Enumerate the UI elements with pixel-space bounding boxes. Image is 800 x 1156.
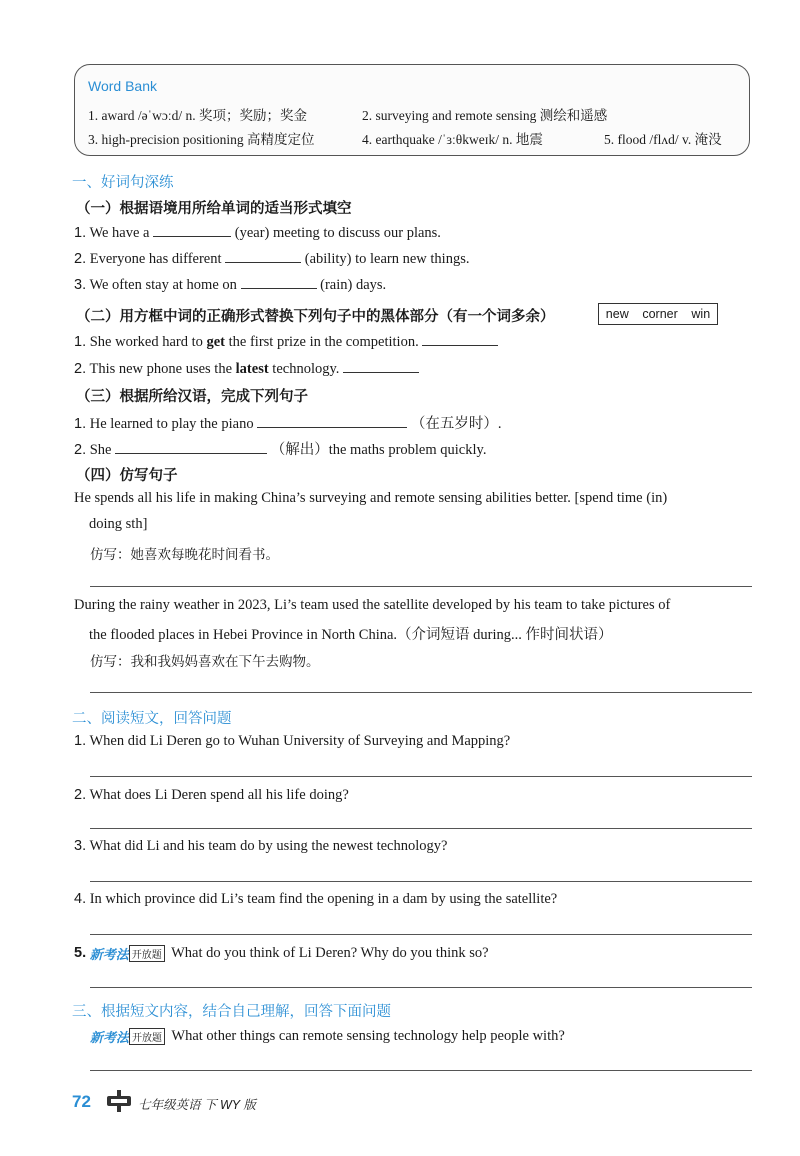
new-method-tag: 新考法 (90, 1031, 130, 1046)
p4-question-2-line-1: During the rainy weather in 2023, Li’s team used the satellite developed by his team to take pictures of (74, 597, 671, 613)
p2-question-1: 1. She worked hard to get the first prize in the competition. (74, 332, 498, 351)
word-bank-item-4: 4. earthquake /ˈɜːθkweɪk/ n. 地震 (362, 132, 543, 147)
answer-blank[interactable] (153, 223, 231, 237)
word-bank-title: Word Bank (88, 78, 157, 94)
open-question-tag: 开放题 (129, 945, 165, 962)
word-bank-item-5: 5. flood /flʌd/ v. 淹没 (604, 132, 722, 147)
s2-question-1: 1. When did Li Deren go to Wuhan University of Surveying and Mapping? (74, 733, 511, 749)
p4-question-1-line-1: He spends all his life in making China’s surveying and remote sensing abilities better. [spend time (in) (74, 490, 668, 506)
p4-question-2-imitate: 仿写：我和我妈妈喜欢在下午去购物。 (90, 654, 320, 670)
page-number: 72 (72, 1092, 91, 1111)
section-2-title: 二、阅读短文，回答问题 (72, 711, 232, 727)
s2-question-5: 5. 新考法 开放题 What do you think of Li Deren? Why do you think so? (74, 944, 489, 963)
answer-line[interactable] (90, 987, 752, 988)
part-3-title: （三）根据所给汉语，完成下列句子 (76, 389, 308, 405)
word-bank-item-2: 2. surveying and remote sensing 测绘和遥感 (362, 108, 608, 123)
part-2-title: （二）用方框中词的正确形式替换下列句子中的黑体部分（有一个词多余） (76, 309, 555, 325)
p4-question-2-line-2: the flooded places in Hebei Province in North China.（介词短语 during... 作时间状语） (89, 627, 613, 643)
s3-question: 新考法 开放题 What other things can remote sensing technology help people with? (90, 1027, 565, 1046)
new-method-tag: 新考法 (89, 948, 129, 963)
answer-line[interactable] (90, 881, 752, 882)
box-word: new (605, 307, 629, 321)
answer-blank[interactable] (343, 359, 419, 373)
p1-question-1: 1. We have a (year) meeting to discuss our plans. (74, 225, 441, 241)
s2-question-2: 2. What does Li Deren spend all his life doing? (74, 787, 349, 803)
answer-blank[interactable] (115, 440, 267, 454)
answer-blank[interactable] (422, 332, 498, 346)
box-word: corner (642, 307, 678, 321)
part-1-title: （一）根据语境用所给单词的适当形式填空 (76, 201, 352, 217)
answer-line[interactable] (90, 692, 752, 693)
word-bank-item-1: 1. award /əˈwɔːd/ n. 奖项；奖励；奖金 (88, 108, 307, 123)
section-3-title: 三、根据短文内容，结合自己理解，回答下面问题 (72, 1004, 391, 1020)
box-word: win (691, 307, 711, 321)
book-title: 七年级英语 下 WY 版 (138, 1098, 256, 1112)
answer-line[interactable] (90, 934, 752, 935)
p4-question-1-line-2: doing sth] (89, 516, 148, 532)
answer-line[interactable] (90, 828, 752, 829)
part-4-title: （四）仿写句子 (76, 468, 178, 484)
open-question-tag: 开放题 (129, 1028, 165, 1045)
p2-question-2: 2. This new phone uses the latest technology. (74, 359, 419, 378)
section-1-title: 一、好词句深练 (72, 175, 174, 191)
word-box (598, 303, 718, 325)
s2-question-4: 4. In which province did Li’s team find the opening in a dam by using the satellite? (74, 891, 558, 907)
p3-question-1: 1. He learned to play the piano （在五岁时）. (74, 416, 502, 432)
publisher-logo (106, 1090, 132, 1112)
answer-line[interactable] (90, 586, 752, 587)
p3-question-2: 2. She （解出）the maths problem quickly. (74, 442, 487, 458)
answer-blank[interactable] (257, 414, 407, 428)
word-bank-item-3: 3. high-precision positioning 高精度定位 (88, 132, 315, 147)
answer-line[interactable] (90, 776, 752, 777)
answer-line[interactable] (90, 1070, 752, 1071)
p1-question-2: 2. Everyone has different (ability) to learn new things. (74, 251, 470, 267)
p4-question-1-imitate: 仿写：她喜欢每晚花时间看书。 (90, 547, 279, 563)
answer-blank[interactable] (241, 275, 317, 289)
s2-question-3: 3. What did Li and his team do by using the newest technology? (74, 838, 448, 854)
answer-blank[interactable] (225, 249, 301, 263)
p1-question-3: 3. We often stay at home on (rain) days. (74, 277, 387, 293)
